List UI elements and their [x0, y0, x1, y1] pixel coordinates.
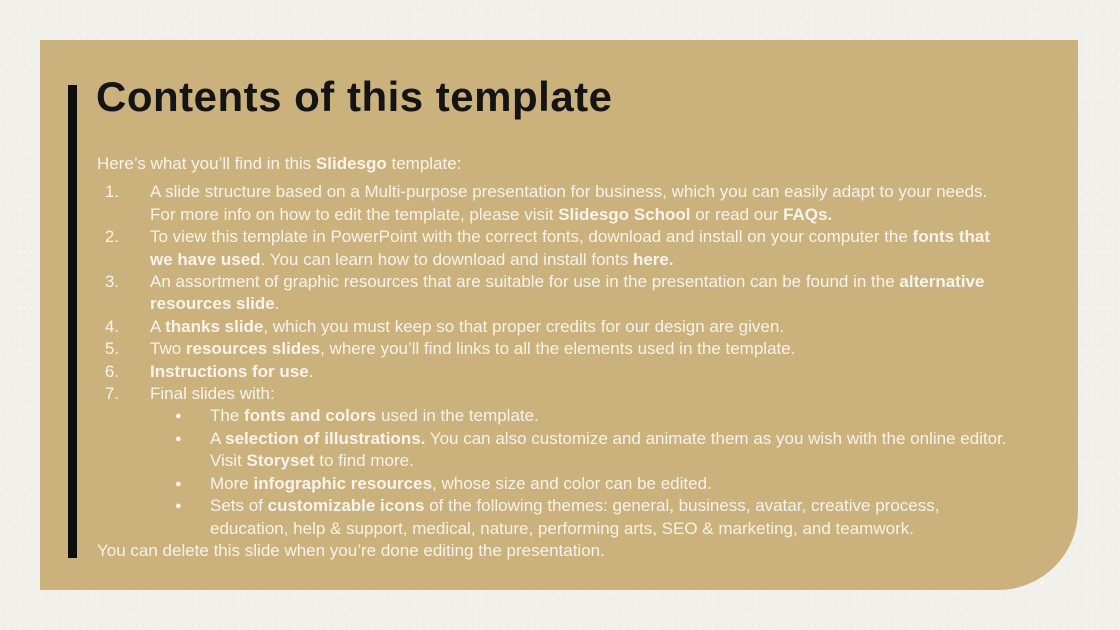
text-run: of the following themes: general, business, avatar, creative process, education, help & support, medical, nature, performing arts, SEO & marketing, and teamwork. [210, 496, 940, 538]
item-text [150, 383, 1011, 405]
inline-link[interactable]: Slidesgo School [558, 204, 691, 224]
item-text [150, 271, 1011, 316]
numbered-list [97, 181, 1011, 540]
text-run: A slide structure based on a Multi-purpose presentation for business, which you can easily adapt to your needs. For more info on how to edit the template, please visit [150, 182, 988, 224]
text-run: resources slides [185, 339, 321, 359]
text-run: You can also customize and animate them as you wish with the online editor. Visit [210, 428, 1007, 471]
item-text [150, 361, 1011, 383]
text-run: . You can learn how to download and install fonts [260, 249, 633, 269]
text-run: A [210, 428, 226, 448]
text-run: Instructions for use [150, 361, 309, 381]
numbered-item [97, 338, 1011, 360]
item-number: 3. [104, 272, 119, 292]
text-run: Final slides with: [150, 384, 275, 404]
item-number: 1. [104, 182, 119, 202]
numbered-item [97, 361, 1011, 383]
text-run: To view this template in PowerPoint with the correct fonts, download and install on your computer the [150, 227, 913, 247]
numbered-item [97, 226, 1011, 271]
numbered-item [97, 181, 1011, 226]
item-text [210, 495, 1011, 540]
item-number: 5. [104, 339, 119, 359]
title-accent-bar [68, 85, 77, 558]
text-run: , which you must keep so that proper credits for our design are given. [263, 316, 785, 336]
text-run: Sets of [210, 496, 268, 516]
numbered-item [97, 271, 1011, 316]
inline-link[interactable]: Storyset [246, 451, 315, 471]
inline-link[interactable]: FAQs. [783, 204, 833, 224]
text-run: selection of illustrations. [225, 428, 426, 448]
text-run: . [274, 294, 280, 314]
sub-bullet-item [97, 495, 1011, 540]
text-run: The [210, 406, 245, 426]
sub-bullet-item [97, 428, 1011, 473]
bullet-icon: ● [175, 500, 182, 513]
item-text [210, 473, 1011, 495]
bullet-icon: ● [175, 477, 182, 490]
slide-body [97, 153, 1011, 562]
text-run: used in the template. [376, 406, 539, 426]
item-text [150, 226, 1011, 271]
item-text [150, 181, 1011, 226]
text-run: An assortment of graphic resources that are suitable for use in the presentation can be found in the [150, 272, 900, 292]
numbered-item [97, 316, 1011, 338]
text-run: Slidesgo [315, 154, 387, 173]
item-number: 7. [104, 384, 119, 404]
text-run: template: [386, 154, 462, 173]
text-run: fonts and colors [244, 406, 377, 426]
content-card [40, 40, 1078, 590]
item-number: 6. [104, 361, 119, 381]
text-run: thanks slide [165, 316, 264, 336]
text-run: alternative resources slide [150, 272, 985, 314]
sub-bullet-item [97, 473, 1011, 495]
text-run: infographic resources [253, 473, 433, 493]
text-run: Here’s what you’ll find in this [97, 154, 316, 173]
text-run: You can delete this slide when you’re done editing the presentation. [97, 540, 605, 560]
text-run: A [150, 316, 166, 336]
bullet-icon: ● [175, 432, 182, 445]
bullet-icon: ● [175, 410, 182, 423]
text-run: . [308, 361, 314, 381]
numbered-item [97, 383, 1011, 405]
item-text [210, 428, 1011, 473]
item-text [150, 338, 1011, 360]
text-run: or read our [690, 204, 784, 224]
text-run: , whose size and color can be edited. [432, 473, 712, 493]
item-number: 2. [104, 227, 119, 247]
text-run: More [210, 473, 254, 493]
slide-title: Contents of this template [96, 73, 613, 120]
item-text [150, 316, 1011, 338]
text-run: fonts that we have used [150, 227, 990, 269]
inline-link[interactable]: here. [632, 249, 674, 269]
text-run: , where you’ll find links to all the elements used in the template. [320, 339, 796, 359]
text-run: customizable icons [267, 496, 425, 516]
sub-bullet-item [97, 405, 1011, 427]
item-text [210, 405, 1011, 427]
text-run: to find more. [314, 451, 414, 471]
item-number: 4. [104, 316, 119, 336]
text-run: Two [150, 339, 186, 359]
outro-text [97, 540, 1011, 562]
intro-text [97, 153, 1011, 175]
